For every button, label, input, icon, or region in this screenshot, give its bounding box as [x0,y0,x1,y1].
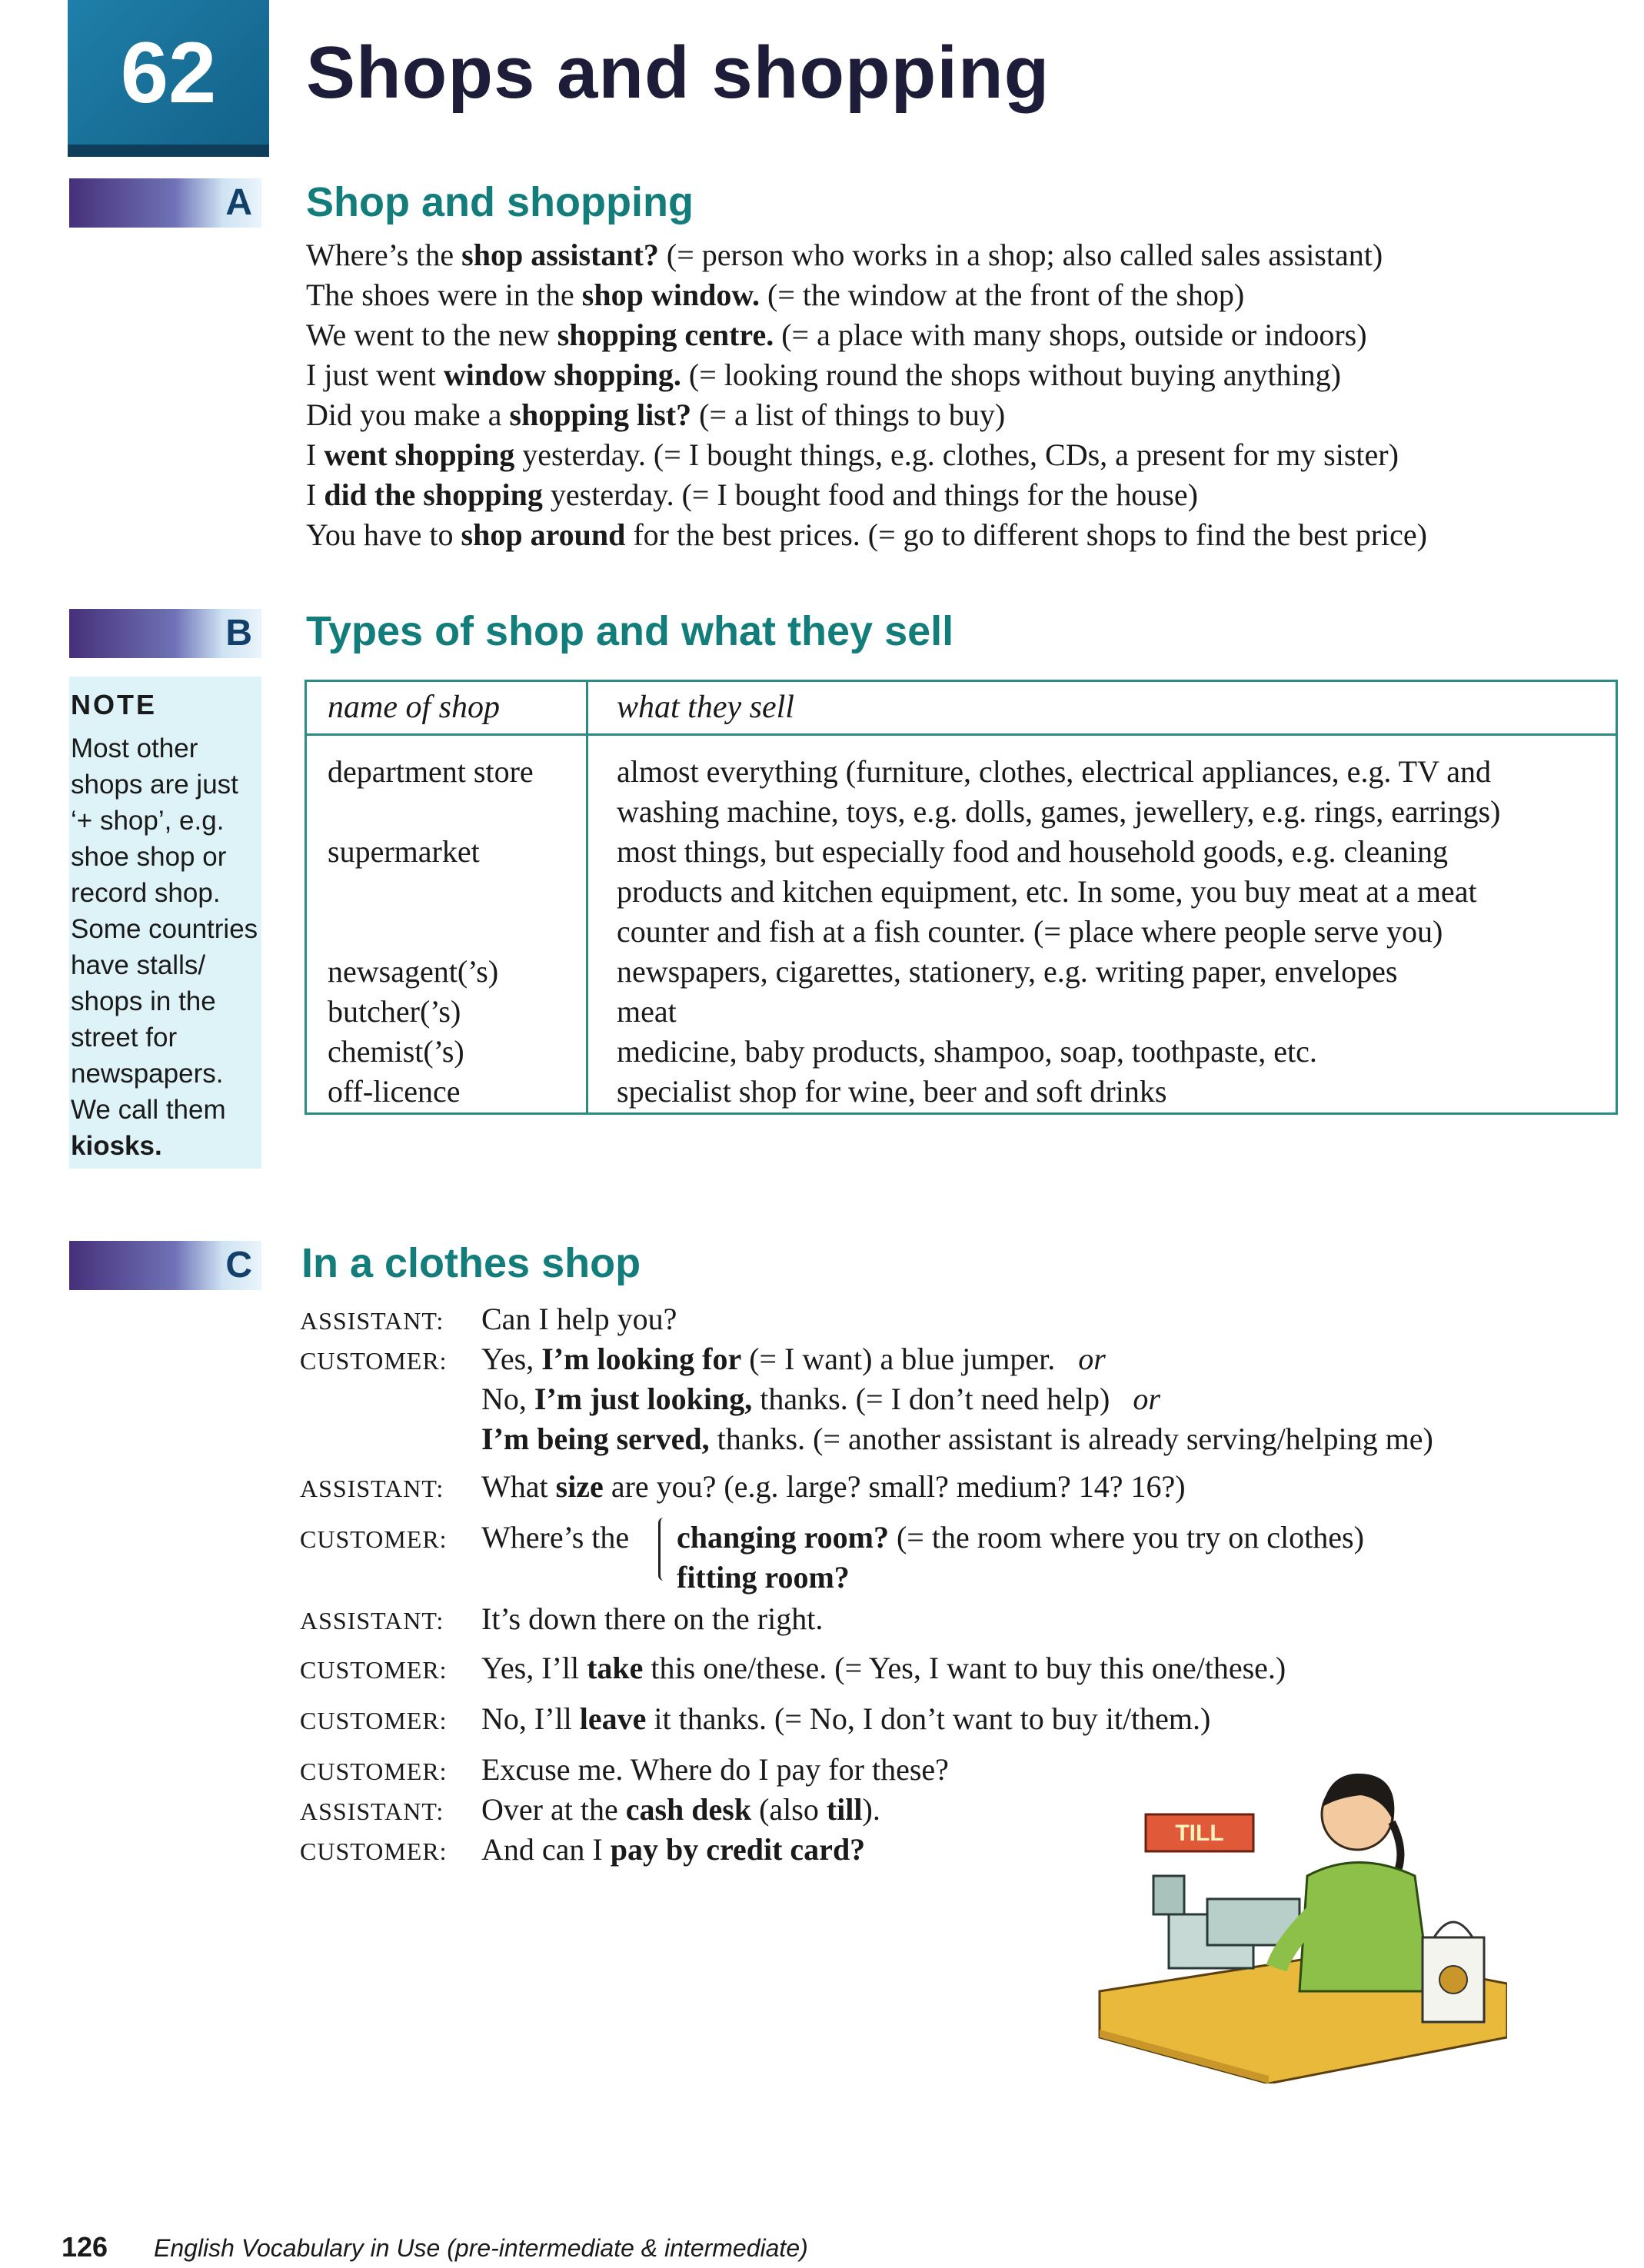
note-line: We call them [71,1095,226,1125]
table-header-sell: what they sell [617,690,794,725]
section-c-heading: In a clothes shop [301,1240,641,1286]
dialogue-line: No, I’m just looking, thanks. (= I don’t need help) or [481,1382,1160,1416]
table-column-divider [586,680,588,1115]
cashier-illustration [1092,1761,1507,2083]
dialogue-line: changing room? (= the room where you try on clothes) [677,1520,1364,1555]
unit-box-rule [68,145,269,157]
speaker-label: CUSTOMER: [300,1707,448,1734]
table-sell-text: washing machine, toys, e.g. dolls, games, jewellery, e.g. rings, earrings) [617,794,1501,829]
note-keyword: kiosks. [71,1131,162,1161]
note-line: shoe shop or [71,842,227,872]
section-c-letter: C [225,1245,252,1285]
section-a-line: We went to the new shopping centre. (= a place with many shops, outside or indoors) [306,318,1367,352]
table-sell-text: most things, but especially food and household goods, e.g. cleaning [617,834,1448,869]
section-b-letter: B [225,613,252,653]
table-sell-text: almost everything (furniture, clothes, electrical appliances, e.g. TV and [617,754,1492,789]
table-shop-name: newsagent(’s) [328,954,499,989]
note-title: NOTE [71,689,158,720]
page-number: 126 [62,2231,108,2263]
dialogue-line: It’s down there on the right. [481,1601,824,1636]
section-a-heading: Shop and shopping [306,179,694,225]
section-a-line: Did you make a shopping list? (= a list of things to buy) [306,397,1006,432]
table-sell-text: counter and fish at a fish counter. (= place where people serve you) [617,914,1443,949]
note-line: street for [71,1023,178,1053]
section-b-marker [69,609,261,658]
section-a-line: You have to shop around for the best prices. (= go to different shops to find the best price) [306,517,1427,552]
table-shop-name: butcher(’s) [328,994,461,1029]
till-sign-text: TILL [1175,1821,1224,1846]
table-sell-text: specialist shop for wine, beer and soft drinks [617,1074,1167,1109]
section-c-marker [69,1241,261,1290]
dialogue-line: Excuse me. Where do I pay for these? [481,1752,949,1787]
dialogue-line: What size are you? (e.g. large? small? medium? 14? 16?) [481,1469,1186,1504]
note-line: Most other [71,733,198,763]
dialogue-line: And can I pay by credit card? [481,1832,866,1867]
section-a-line: The shoes were in the shop window. (= the window at the front of the shop) [306,278,1245,312]
note-line: ‘+ shop’, e.g. [71,806,225,836]
section-a-line: Where’s the shop assistant? (= person who works in a shop; also called sales assistant) [306,238,1383,272]
speaker-label: ASSISTANT: [300,1797,444,1825]
speaker-label: ASSISTANT: [300,1307,444,1335]
page-title: Shops and shopping [306,32,1050,114]
dialogue-line: fitting room? [677,1560,850,1595]
section-a-letter: A [225,182,252,223]
section-a-line: I did the shopping yesterday. (= I bought food and things for the house) [306,477,1198,512]
dialogue-line: Yes, I’ll take this one/these. (= Yes, I want to buy this one/these.) [481,1651,1286,1685]
note-line: record shop. [71,878,221,908]
speaker-label: CUSTOMER: [300,1347,448,1375]
speaker-label: ASSISTANT: [300,1607,444,1634]
brace-icon [658,1518,664,1581]
dialogue-line: No, I’ll leave it thanks. (= No, I don’t want to buy it/them.) [481,1701,1211,1736]
dialogue-line: Can I help you? [481,1302,677,1336]
book-title: English Vocabulary in Use (pre-intermediate & intermediate) [154,2234,808,2262]
table-shop-name: chemist(’s) [328,1034,464,1069]
speaker-label: CUSTOMER: [300,1758,448,1785]
table-shop-name: off-licence [328,1074,461,1109]
speaker-label: ASSISTANT: [300,1475,444,1502]
unit-number: 62 [120,24,217,121]
table-shop-name: department store [328,754,534,789]
table-sell-text: products and kitchen equipment, etc. In some, you buy meat at a meat [617,874,1477,909]
speaker-label: CUSTOMER: [300,1525,448,1553]
note-line: Some countries [71,914,258,944]
table-shop-name: supermarket [328,834,480,869]
dialogue-line: Over at the cash desk (also till). [481,1792,880,1827]
note-line: newspapers. [71,1059,224,1089]
dialogue-line: I’m being served, thanks. (= another assistant is already serving/helping me) [481,1422,1433,1456]
speaker-label: CUSTOMER: [300,1837,448,1865]
table-sell-text: meat [617,994,677,1029]
section-a-marker [69,178,261,228]
table-header-name: name of shop [328,690,500,725]
unit-number-box [68,0,269,145]
section-a-line: I went shopping yesterday. (= I bought things, e.g. clothes, CDs, a present for my sister) [306,437,1399,472]
dialogue-line: Where’s the [481,1520,630,1555]
table-sell-text: newspapers, cigarettes, stationery, e.g. writing paper, envelopes [617,954,1398,989]
note-line: have stalls/ [71,950,206,980]
note-line: shops in the [71,986,216,1016]
speaker-label: CUSTOMER: [300,1656,448,1684]
note-line: shops are just [71,770,238,800]
section-b-heading: Types of shop and what they sell [306,608,954,654]
dialogue-line: Yes, I’m looking for (= I want) a blue jumper. or [481,1342,1106,1376]
section-a-line: I just went window shopping. (= looking round the shops without buying anything) [306,357,1341,392]
table-header-divider [305,733,1618,736]
table-sell-text: medicine, baby products, shampoo, soap, toothpaste, etc. [617,1034,1317,1069]
